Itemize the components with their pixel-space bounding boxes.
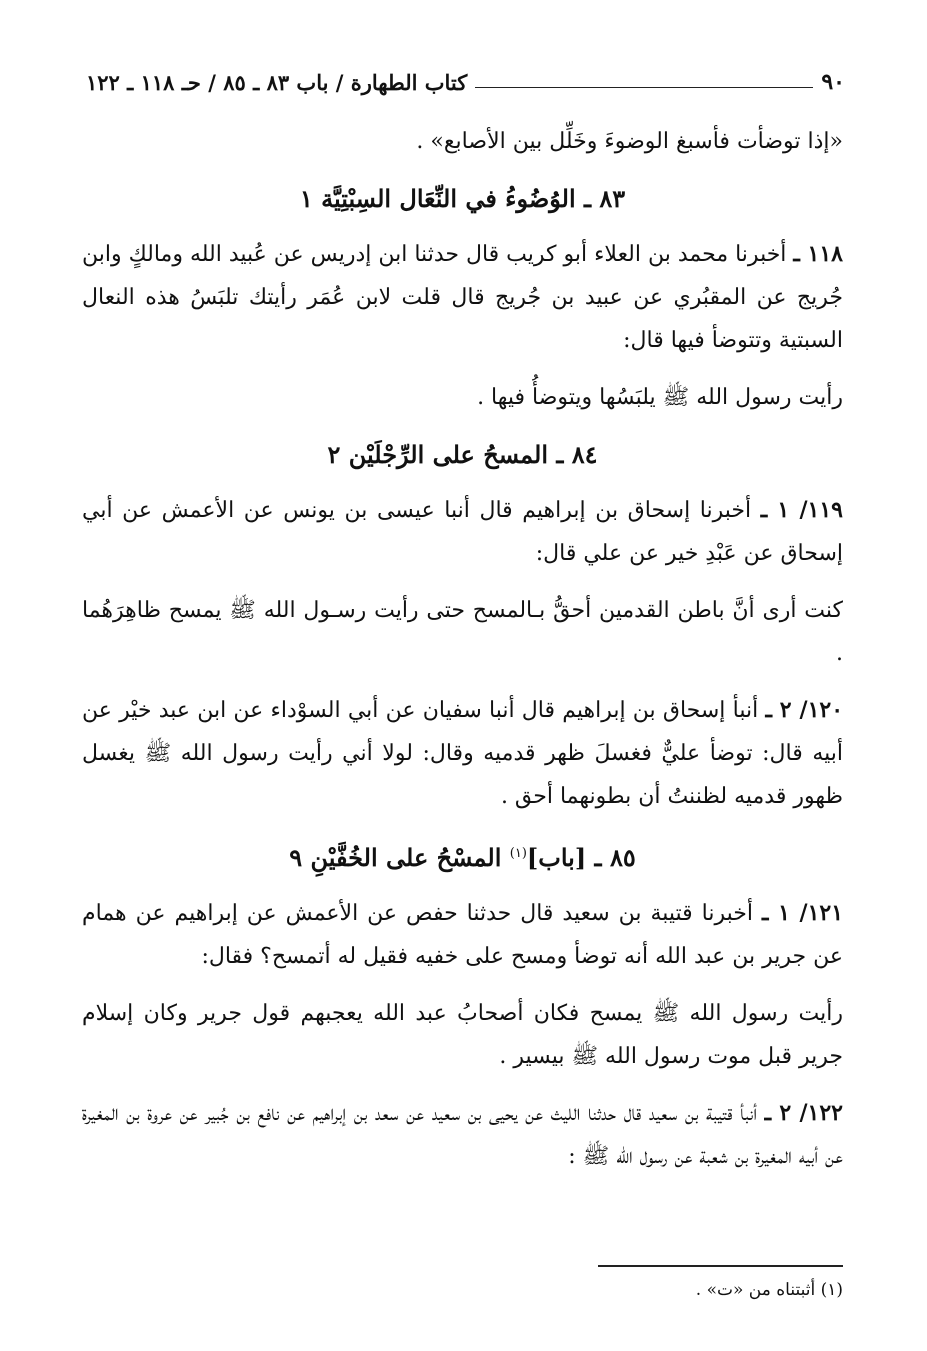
- opening-quote: «إذا توضأت فأسبغ الوضوءَ وخَلِّل بين الأصابع» .: [416, 129, 843, 154]
- hadith-121-matn: رأيت رسول الله ﷺ يمسح فكان أصحابُ عبد الله يعجبهم قول جرير وكان إسلام جرير قبل موت رسول الله ﷺ بيسير .: [82, 1001, 843, 1069]
- hadith-121-isnad: [82, 892, 843, 978]
- hadith-text: أنبأ إسحاق بن إبراهيم قال أنبا سفيان عن أبي السوْداء عن ابن عبد خيْر عن أبيه قال: توضأ عليٌّ فغسلَ ظهر قدميه وقال: لولا أني رأيت رسول الله ﷺ يغسل ظهور قدميه لظننتُ أن بطونهما أحق .: [82, 698, 843, 809]
- hadith-number: ١٢١/ ١ ـ: [761, 900, 844, 926]
- hadith-118-matn: رأيت رسول الله ﷺ يلبَسُها ويتوضأُ فيها .: [477, 385, 843, 410]
- hadith-isnad-text: أخبرنا قتيبة بن سعيد قال حدثنا حفص عن الأعمش عن إبراهيم عن همام عن جرير بن عبد الله أنه توضأ ومسح على خفيه فقيل له أتمسح؟ فقال:: [82, 901, 843, 969]
- hadith-text: أنبأ قتيبة بن سعيد قال حدثنا الليث عن يحيى بن سعيد عن سعد بن إبراهيم عن نافع بن جُبير عن عروة بن المغيرة عن أبيه المغيرة بن شعبة عن رسول الله ﷺ :: [82, 1101, 843, 1169]
- page-header: [86, 62, 845, 102]
- hadith-number: ١١٩/ ١ ـ: [760, 497, 843, 523]
- hadith-119-isnad: [82, 489, 843, 575]
- hadith-isnad-text: أخبرنا إسحاق بن إبراهيم قال أنبا عيسى بن يونس عن الأعمش عن أبي إسحاق عن عَبْدِ خير عن علي قال:: [82, 498, 843, 566]
- hadith-119-matn: كنت أرى أنَّ باطن القدمين أحقُّ بـالمسح حتى رأيت رسـول الله ﷺ يمسح ظاهِرَهُما .: [82, 598, 843, 666]
- header-divider: [475, 87, 813, 88]
- footnote: [200, 1275, 843, 1305]
- hadith-122: [82, 1092, 843, 1178]
- chapter-heading-83: ٨٣ ـ الوُضُوءُ في النِّعَال السِبْتِيَّة ١: [299, 184, 626, 213]
- chapter-85-title: المسْحُ على الخُفَّيْنِ ٩: [289, 843, 502, 872]
- hadith-isnad-text: أخبرنا محمد بن العلاء أبو كريب قال حدثنا ابن إدريس عن عُبيد الله ومالكٍ وابن جُريج عن المقبُري عن عبيد بن جُريج قال قلت لابن عُمَر رأيتك تلبَسُ هذه النعال السبتية وتتوضأ فيها قال:: [82, 242, 843, 353]
- footnote-reference: (١): [509, 846, 527, 861]
- page-body: [82, 120, 843, 1192]
- chapter-heading-84: ٨٤ ـ المسحُ على الرِّجْلَيْن ٢: [327, 440, 598, 469]
- hadith-number: ١٢٠/ ٢ ـ: [765, 697, 844, 723]
- hadith-118-isnad: [82, 233, 843, 362]
- footnote-divider: [598, 1265, 843, 1267]
- chapter-85-label: ٨٥ ـ [باب]: [526, 843, 636, 872]
- hadith-number: ١٢٢/ ٢ ـ: [764, 1100, 843, 1126]
- running-title: كتاب الطهارة / باب ٨٣ ـ ٨٥ / حـ ١١٨ ـ ١٢٢: [86, 69, 468, 95]
- footnote-text: أثبتناه من «ت» .: [695, 1280, 816, 1300]
- hadith-120: [82, 689, 843, 818]
- page-number: ٩٠: [821, 69, 845, 95]
- hadith-number: ١١٨ ـ: [793, 241, 843, 267]
- footnote-marker: (١): [820, 1280, 843, 1300]
- chapter-heading-85: [82, 832, 843, 880]
